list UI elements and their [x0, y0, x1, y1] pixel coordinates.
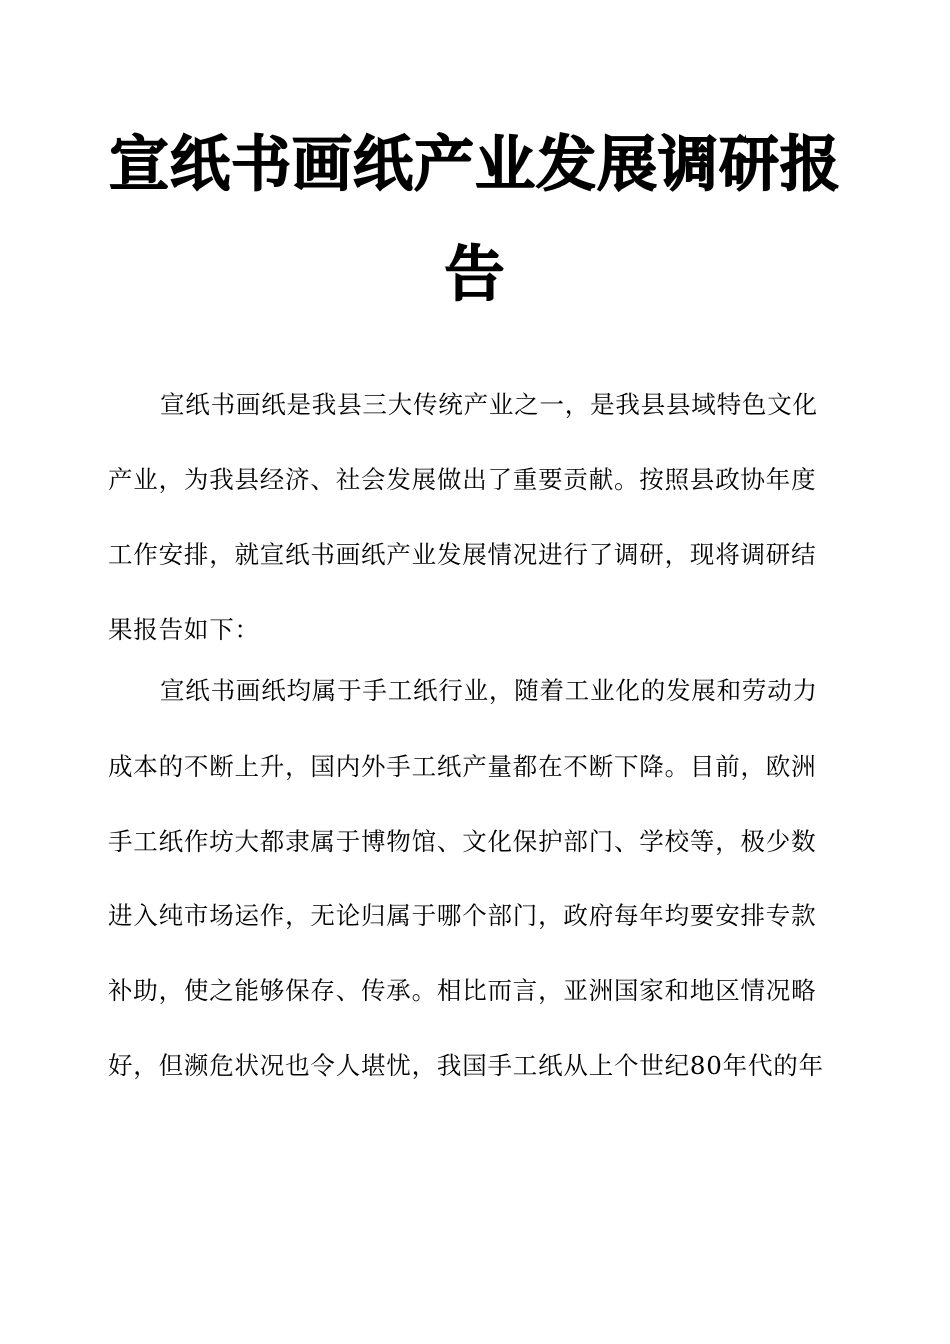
paragraph-2-line-4: 进入纯市场运作，无论归属于哪个部门，政府每年均要安排专款 — [108, 901, 817, 930]
paragraph-2-line-1: 宣纸书画纸均属于手工纸行业，随着工业化的发展和劳动力 — [160, 676, 818, 705]
document-title-line-1: 宣纸书画纸产业发展调研报 — [109, 130, 841, 200]
paragraph-1-line-2: 产业，为我县经济、社会发展做出了重要贡献。按照县政协年度 — [108, 465, 817, 494]
paragraph-1-line-4: 果报告如下： — [108, 615, 260, 644]
paragraph-2-line-6: 好，但濒危状况也令人堪忧，我国手工纸从上个世纪80年代的年 — [108, 1051, 824, 1080]
paragraph-2-line-3: 手工纸作坊大都隶属于博物馆、文化保护部门、学校等，极少数 — [108, 827, 817, 856]
document-title-line-2: 告 — [444, 240, 506, 310]
paragraph-1-line-1: 宣纸书画纸是我县三大传统产业之一，是我县县域特色文化 — [160, 390, 818, 419]
paragraph-2-line-2: 成本的不断上升，国内外手工纸产量都在不断下降。目前，欧洲 — [108, 752, 817, 781]
paragraph-2-line-5: 补助，使之能够保存、传承。相比而言，亚洲国家和地区情况略 — [108, 976, 817, 1005]
paragraph-1-line-3: 工作安排，就宣纸书画纸产业发展情况进行了调研，现将调研结 — [108, 540, 817, 569]
